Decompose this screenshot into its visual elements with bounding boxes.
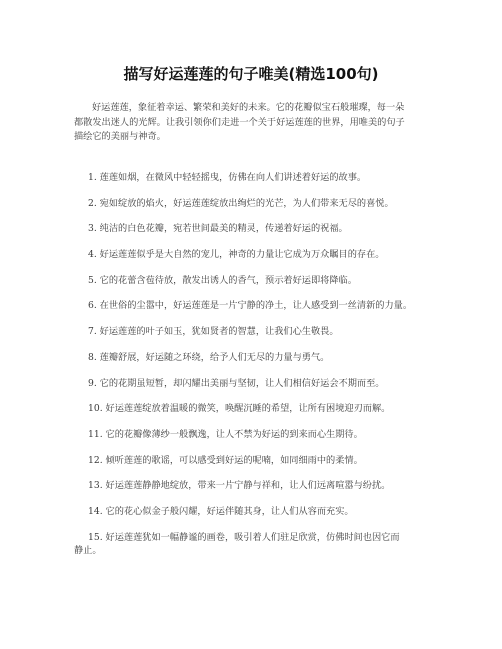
sentence-list xyxy=(74,171,448,569)
list-item: 6. 在世俗的尘嚣中，好运莲莲是一片宁静的净土，让人感受到一丝清新的力量。 xyxy=(88,300,413,312)
list-item: 10. 好运莲莲绽放着温暖的微笑，唤醒沉睡的希望，让所有困境迎刃而解。 xyxy=(88,403,391,415)
list-item: 11. 它的花瓣像薄纱一般飘逸，让人不禁为好运的到来而心生期待。 xyxy=(88,428,363,440)
intro-line: 好运莲莲，象征着幸运、繁荣和美好的未来。它的花瓣似宝石般璀璨，每一朵 xyxy=(92,102,405,113)
list-item: 14. 它的花心似金子般闪耀，好运伴随其身，让人们从容而充实。 xyxy=(88,505,354,517)
list-item: 13. 好运莲莲静静地绽放，带来一片宁静与祥和，让人们远离喧嚣与纷扰。 xyxy=(88,480,391,492)
list-item-line: 15. 好运莲莲犹如一幅静谧的画卷，吸引着人们驻足欣赏，仿佛时间也因它而 xyxy=(88,531,400,543)
list-item-last xyxy=(74,531,448,557)
list-item: 7. 好运莲莲的叶子如玉，犹如贤者的智慧，让我们心生敬畏。 xyxy=(88,326,339,338)
intro-line: 描绘它的美丽与神奇。 xyxy=(74,131,166,142)
list-item: 3. 纯洁的白色花瓣，宛若世间最美的精灵，传递着好运的祝福。 xyxy=(88,223,348,235)
list-item: 2. 宛如绽放的焰火，好运莲莲绽放出绚烂的光芒，为人们带来无尽的喜悦。 xyxy=(88,197,394,209)
list-item-continuation: 静止。 xyxy=(74,544,102,556)
list-item: 8. 莲瓣舒展，好运随之环绕，给予人们无尽的力量与勇气。 xyxy=(88,351,330,363)
intro-line: 都散发出迷人的光辉。让我引领你们走进一个关于好运莲莲的世界，用唯美的句子 xyxy=(74,116,405,128)
document-title: 描写好运莲莲的句子唯美(精选100句) xyxy=(123,65,379,83)
list-item: 9. 它的花期虽短暂，却闪耀出美丽与坚韧，让人们相信好运会不期而至。 xyxy=(88,377,385,389)
list-item: 1. 莲莲如烟，在微风中轻轻摇曳，仿佛在向人们讲述着好运的故事。 xyxy=(88,172,367,183)
list-item: 12. 倾听莲莲的歌谣，可以感受到好运的呢喃，如同细雨中的柔情。 xyxy=(88,454,363,466)
intro-paragraph xyxy=(74,101,432,145)
list-item: 5. 它的花蕾含苞待放，散发出诱人的香气，预示着好运即将降临。 xyxy=(88,274,357,286)
list-item: 4. 好运莲莲似乎是大自然的宠儿，神奇的力量让它成为万众瞩目的存在。 xyxy=(88,249,385,261)
